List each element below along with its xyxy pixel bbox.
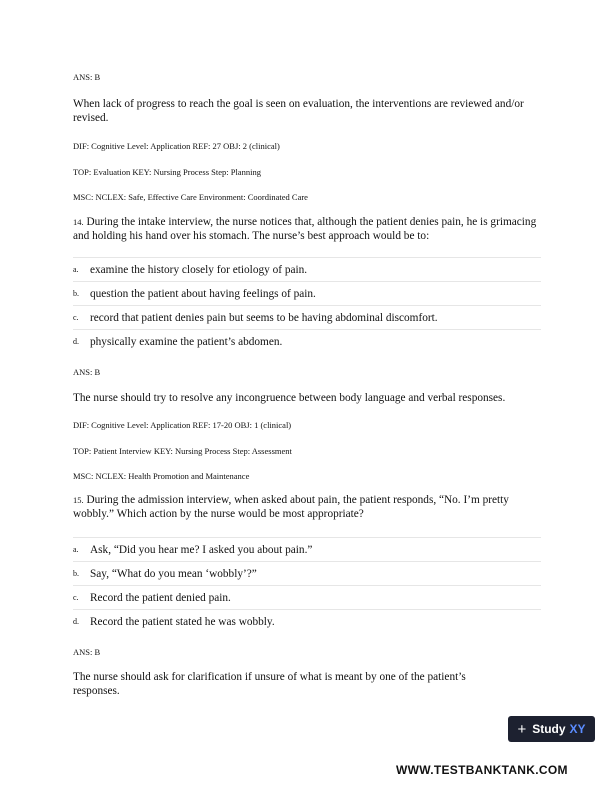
- q15-stem: During the admission interview, when asked about pain, the patient responds, “No. I’m pretty wobbly.” Which action by the nurse would be most appropriate?: [73, 494, 509, 520]
- q15-number: 15.: [73, 495, 84, 505]
- q14-stem: During the intake interview, the nurse notices that, although the patient denies pain, he is grimacing and holding his hand over his stomach. The nurse’s best approach would be to:: [73, 216, 537, 242]
- q14-choices: [73, 257, 541, 353]
- q14-msc: MSC: NCLEX: Health Promotion and Maintenance: [73, 471, 250, 481]
- website-link[interactable]: WWW.TESTBANKTANK.COM: [396, 763, 568, 777]
- q15-answer: ANS: B: [73, 647, 101, 657]
- choice-letter: d.: [73, 337, 79, 346]
- choice-text: examine the history closely for etiology of pain.: [90, 263, 308, 276]
- q14-number: 14.: [73, 217, 84, 227]
- q14-choice-c: [73, 305, 541, 329]
- choice-text: record that patient denies pain but seems to be having abdominal discomfort.: [90, 311, 438, 324]
- choice-letter: a.: [73, 545, 79, 554]
- choice-letter: d.: [73, 617, 79, 626]
- brand-main: Study: [532, 722, 566, 736]
- q14-dif: DIF: Cognitive Level: Application REF: 17-20 OBJ: 1 (clinical): [73, 420, 292, 430]
- q15-stem-block: [73, 494, 538, 521]
- q13-topic: TOP: Evaluation KEY: Nursing Process Step: Planning: [73, 167, 261, 177]
- q14-topic: TOP: Patient Interview KEY: Nursing Process Step: Assessment: [73, 446, 292, 456]
- q14-answer: ANS: B: [73, 367, 101, 377]
- q15-choice-c: [73, 585, 541, 609]
- q13-answer: ANS: B: [73, 72, 101, 82]
- choice-text: Ask, “Did you hear me? I asked you about pain.”: [90, 543, 313, 556]
- choice-letter: c.: [73, 593, 79, 602]
- q14-choice-b: [73, 281, 541, 305]
- plus-icon: +: [517, 720, 527, 738]
- choice-letter: b.: [73, 569, 79, 578]
- choice-letter: a.: [73, 265, 79, 274]
- choice-text: Say, “What do you mean ‘wobbly’?”: [90, 567, 257, 580]
- q13-msc: MSC: NCLEX: Safe, Effective Care Environment: Coordinated Care: [73, 192, 308, 202]
- choice-text: physically examine the patient’s abdomen.: [90, 335, 283, 348]
- choice-text: question the patient about having feelings of pain.: [90, 287, 316, 300]
- q15-choice-b: [73, 561, 541, 585]
- choice-text: Record the patient denied pain.: [90, 591, 231, 604]
- q15-choice-d: [73, 609, 541, 633]
- q14-choice-d: [73, 329, 541, 353]
- q15-rationale: The nurse should ask for clarification if unsure of what is meant by one of the patient’s responses.: [73, 671, 466, 697]
- q14-stem-block: [73, 216, 543, 243]
- choice-text: Record the patient stated he was wobbly.: [90, 615, 275, 628]
- brand-accent: XY: [569, 722, 586, 736]
- q15-choice-a: [73, 537, 541, 561]
- choice-letter: c.: [73, 313, 79, 322]
- studyxy-logo[interactable]: [508, 716, 595, 742]
- q14-rationale: The nurse should try to resolve any incongruence between body language and verbal responses.: [73, 392, 506, 404]
- q14-choice-a: [73, 257, 541, 281]
- q13-rationale: When lack of progress to reach the goal is seen on evaluation, the interventions are reviewed and/or revised.: [73, 98, 524, 124]
- q13-dif: DIF: Cognitive Level: Application REF: 27 OBJ: 2 (clinical): [73, 141, 280, 151]
- q15-choices: [73, 537, 541, 633]
- choice-letter: b.: [73, 289, 79, 298]
